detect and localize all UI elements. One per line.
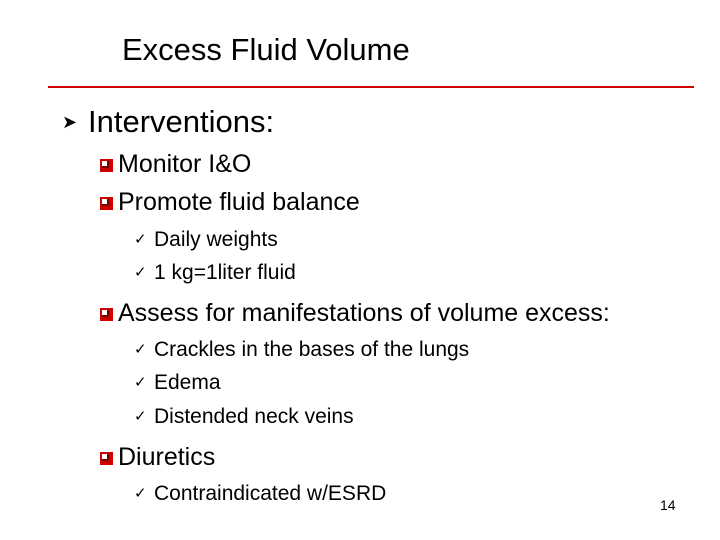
subbullet-label: Crackles in the bases of the lungs (154, 338, 470, 361)
subbullet-label: Edema (154, 371, 221, 394)
bullet-label: Monitor I&O (118, 150, 252, 178)
subbullet-neck-veins (134, 403, 354, 431)
checkmark-bullet-icon: ✓ (134, 264, 147, 281)
bullet-label: Promote fluid balance (118, 188, 360, 216)
slide-title: Excess Fluid Volume (122, 32, 410, 67)
bullet-label: Diuretics (118, 443, 216, 471)
bullet-label: Interventions: (88, 104, 275, 139)
subbullet-label: Contraindicated w/ESRD (154, 482, 387, 505)
bullet-promote (100, 186, 360, 218)
checkmark-bullet-icon: ✓ (134, 485, 147, 502)
checkbox-bullet-icon (100, 197, 113, 210)
subbullet-label: Daily weights (154, 228, 278, 251)
checkmark-bullet-icon: ✓ (134, 231, 147, 248)
subbullet-crackles (134, 336, 469, 364)
checkbox-bullet-icon (100, 159, 113, 172)
subbullet-kg-liter (134, 259, 296, 287)
subbullet-contraindicated (134, 480, 386, 508)
bullet-diuretics (100, 441, 215, 473)
page-number: 14 (660, 497, 676, 513)
checkbox-bullet-icon (100, 452, 113, 465)
subbullet-daily-weights (134, 226, 278, 254)
checkmark-bullet-icon: ✓ (134, 408, 147, 425)
subbullet-edema (134, 369, 221, 397)
checkmark-bullet-icon: ✓ (134, 341, 147, 358)
bullet-label: Assess for manifestations of volume excess: (118, 299, 610, 327)
checkbox-bullet-icon (100, 308, 113, 321)
bullet-monitor (100, 148, 251, 180)
arrowhead-bullet-icon: ➤ (62, 112, 78, 132)
bullet-assess (100, 297, 610, 329)
checkmark-bullet-icon: ✓ (134, 374, 147, 391)
subbullet-label: 1 kg=1liter fluid (154, 261, 296, 284)
subbullet-label: Distended neck veins (154, 405, 354, 428)
title-divider (48, 86, 694, 88)
bullet-interventions (62, 102, 274, 142)
